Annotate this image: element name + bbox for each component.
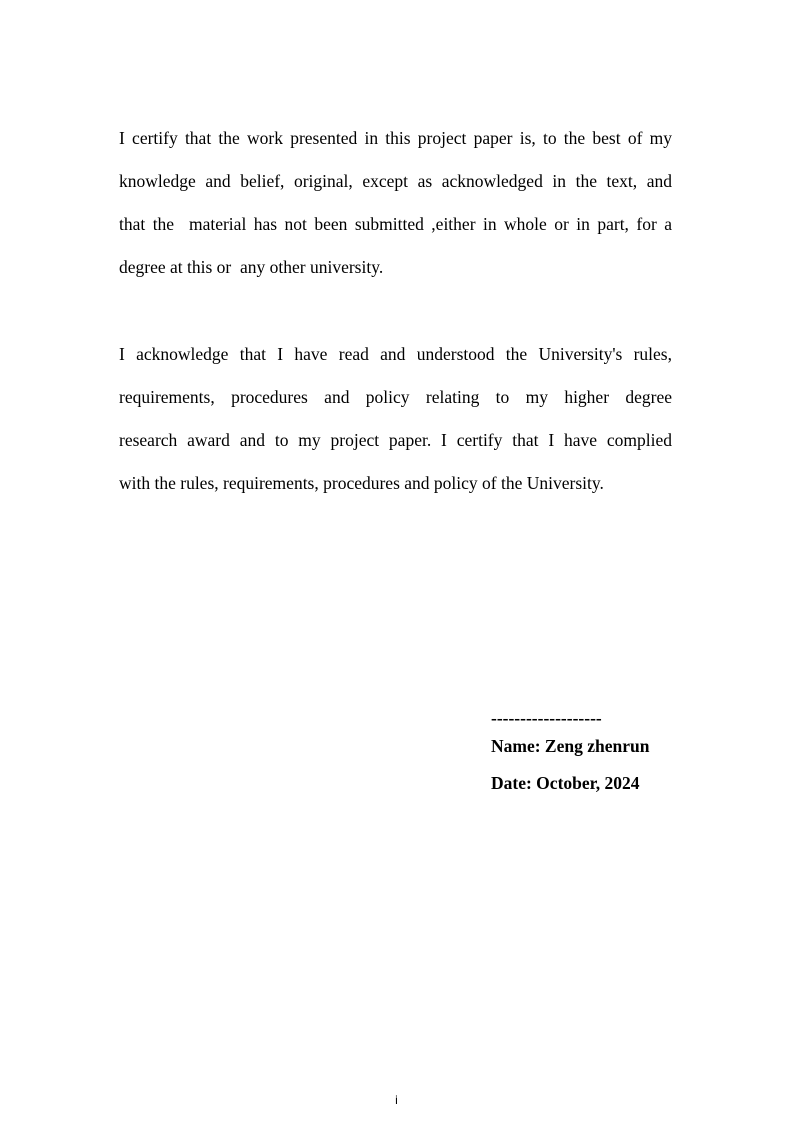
signatory-name: Name: Zeng zhenrun [491, 736, 650, 756]
paragraph-line: requirements, procedures and policy relating to my higher degree [119, 387, 672, 407]
page-number: i [395, 1093, 398, 1107]
signature-block [491, 708, 649, 802]
paragraph-line: research award and to my project paper. I certify that I have complied [119, 430, 672, 450]
paragraph-line: I certify that the work presented in this project paper is, to the best of my [119, 128, 672, 148]
certification-paragraph [119, 117, 672, 289]
paragraph-line: I acknowledge that I have read and understood the University's rules, [119, 344, 672, 364]
paragraph-line: with the rules, requirements, procedures and policy of the University. [119, 473, 604, 493]
acknowledgement-paragraph [119, 333, 672, 505]
paragraph-line: degree at this or any other university. [119, 257, 384, 277]
signature-date: Date: October, 2024 [491, 773, 640, 793]
signature-line: ------------------- [491, 708, 602, 728]
paragraph-line: that the material has not been submitted ,either in whole or in part, for a [119, 214, 672, 234]
paragraph-line: knowledge and belief, original, except as acknowledged in the text, and [119, 171, 672, 191]
